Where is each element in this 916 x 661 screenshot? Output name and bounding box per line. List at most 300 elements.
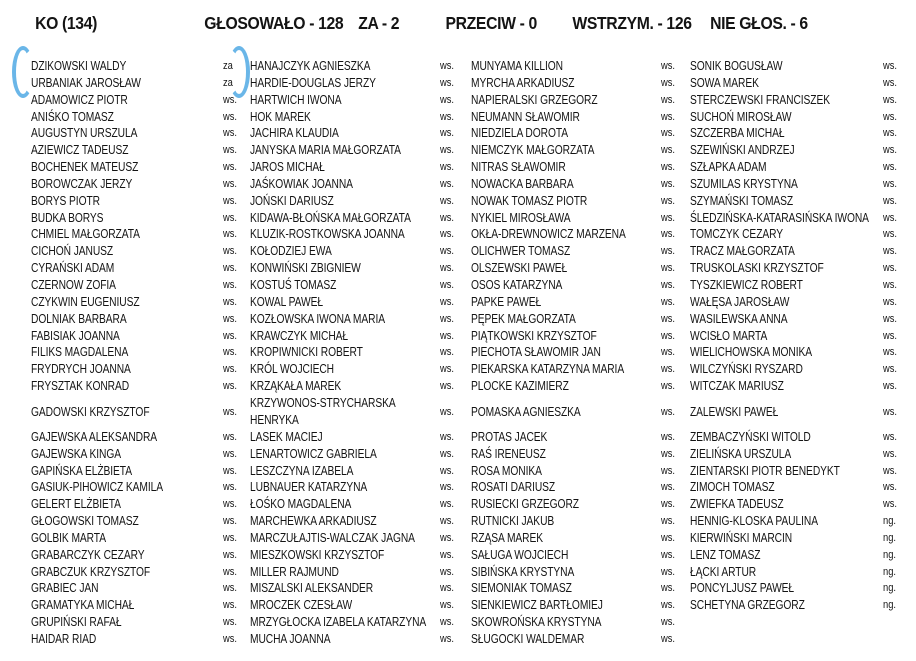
vote-value: ws. <box>440 633 455 645</box>
table-row <box>0 547 916 564</box>
vote-value: ws. <box>661 430 676 443</box>
vote-value: ws. <box>661 346 676 359</box>
vote-value: ws. <box>223 144 238 157</box>
member-name: DZIKOWSKI WALDY <box>31 59 127 73</box>
member-name: SZYMAŃSKI TOMASZ <box>690 193 794 208</box>
table-row <box>0 513 916 530</box>
vote-value: ws. <box>440 110 455 123</box>
member-name: SKOWROŃSKA KRYSTYNA <box>471 615 602 630</box>
vote-value: ws. <box>883 262 898 275</box>
vote-value: ws. <box>223 363 238 376</box>
member-name: KRZĄKAŁA MAREK <box>250 379 342 394</box>
table-row <box>0 446 916 463</box>
vote-value: ws. <box>661 93 676 106</box>
vote-value: ws. <box>440 194 455 207</box>
vote-value: ws. <box>883 346 898 359</box>
member-name: DOLNIAK BARBARA <box>31 311 127 326</box>
member-name: ZIELIŃSKA URSZULA <box>690 446 792 461</box>
member-name: PĘPEK MAŁGORZATA <box>471 311 576 326</box>
member-name: LENARTOWICZ GABRIELA <box>250 446 377 461</box>
member-name: GRABIEC JAN <box>31 581 99 596</box>
member-name: SIBIŃSKA KRYSTYNA <box>471 564 575 579</box>
vote-value: ws. <box>223 262 238 275</box>
table-row <box>0 260 916 277</box>
vote-value: ws. <box>883 481 898 494</box>
member-name: PROTAS JACEK <box>471 429 548 444</box>
vote-value: ws. <box>223 405 238 418</box>
member-name: WASILEWSKA ANNA <box>690 311 788 326</box>
vote-value: ws. <box>223 312 238 325</box>
vote-value: ws. <box>223 346 238 359</box>
member-name: KOZŁOWSKA IWONA MARIA <box>250 311 385 326</box>
member-name: PONCYLJUSZ PAWEŁ <box>690 581 795 596</box>
member-name: KIDAWA-BŁOŃSKA MAŁGORZATA <box>250 210 411 225</box>
vote-value: ws. <box>223 633 238 645</box>
member-name: HARDIE-DOUGLAS JERZY <box>250 75 376 90</box>
member-name: ŁOŚKO MAGDALENA <box>250 497 352 512</box>
table-row <box>0 109 916 126</box>
member-name: WCISŁO MARTA <box>690 328 768 343</box>
vote-value: ws. <box>883 380 898 393</box>
vote-value: ws. <box>440 295 455 308</box>
member-name: CYRAŃSKI ADAM <box>31 261 115 276</box>
vote-value: ws. <box>440 531 455 544</box>
member-name: TRUSKOLASKI KRZYSZTOF <box>690 261 824 276</box>
member-name: NAPIERALSKI GRZEGORZ <box>471 92 598 107</box>
table-row <box>0 361 916 378</box>
vote-value: ws. <box>661 76 676 89</box>
vote-value: ws. <box>883 363 898 376</box>
member-name: OLSZEWSKI PAWEŁ <box>471 261 568 276</box>
member-name: KOSTUŚ TOMASZ <box>250 277 337 292</box>
vote-value: ws. <box>440 498 455 511</box>
vote-value: ws. <box>440 447 455 460</box>
vote-value: ws. <box>661 262 676 275</box>
vote-value: ws. <box>883 312 898 325</box>
member-name: CHMIEL MAŁGORZATA <box>31 227 140 242</box>
vote-value: ws. <box>883 464 898 477</box>
member-name: RZĄSA MAREK <box>471 530 544 545</box>
member-name: GASIUK-PIHOWICZ KAMILA <box>31 480 164 495</box>
table-row <box>0 429 916 446</box>
vote-value: ws. <box>440 548 455 561</box>
vote-value: ws. <box>440 481 455 494</box>
member-name: TRACZ MAŁGORZATA <box>690 244 795 259</box>
member-name: POMASKA AGNIESZKA <box>471 404 581 419</box>
vote-value: ws. <box>661 177 676 190</box>
member-name: ANIŚKO TOMASZ <box>31 109 114 124</box>
vote-value: ws. <box>661 616 676 629</box>
vote-value: ws. <box>440 161 455 174</box>
member-name: SZUMILAS KRYSTYNA <box>690 176 798 191</box>
vote-value: ws. <box>883 60 898 72</box>
member-name: HOK MAREK <box>250 109 311 124</box>
member-name: CZERNOW ZOFIA <box>31 277 116 292</box>
vote-value: ws. <box>223 498 238 511</box>
vote-value: ws. <box>223 447 238 460</box>
vote-value: ws. <box>223 531 238 544</box>
member-name: BOROWCZAK JERZY <box>31 176 133 191</box>
member-name: NITRAS SŁAWOMIR <box>471 160 566 175</box>
member-name: JAŚKOWIAK JOANNA <box>250 176 353 191</box>
vote-value: ws. <box>223 481 238 494</box>
vote-value: ws. <box>440 127 455 140</box>
member-name: MISZALSKI ALEKSANDER <box>250 581 374 596</box>
member-name: MYRCHA ARKADIUSZ <box>471 75 575 90</box>
vote-value: ws. <box>883 194 898 207</box>
member-name: LUBNAUER KATARZYNA <box>250 480 368 495</box>
vote-value: ws. <box>440 177 455 190</box>
vote-value: ws. <box>661 211 676 224</box>
table-row <box>0 614 916 631</box>
member-name: RUSIECKI GRZEGORZ <box>471 497 579 512</box>
member-name: LASEK MACIEJ <box>250 429 323 444</box>
member-name: SOWA MAREK <box>690 75 759 90</box>
table-row <box>0 564 916 581</box>
vote-value: ws. <box>661 144 676 157</box>
vote-list <box>0 58 916 648</box>
vote-value: ws. <box>223 228 238 241</box>
vote-value: ws. <box>440 380 455 393</box>
vote-value: ws. <box>661 228 676 241</box>
member-name: ZEMBACZYŃSKI WITOLD <box>690 429 811 444</box>
member-name: RUTNICKI JAKUB <box>471 514 555 529</box>
member-name: KOWAL PAWEŁ <box>250 294 323 309</box>
member-name: NOWACKA BARBARA <box>471 176 574 191</box>
member-name: PIECHOTA SŁAWOMIR JAN <box>471 345 601 360</box>
vote-value: ws. <box>440 405 455 418</box>
vote-value: ws. <box>661 161 676 174</box>
not-voted-count: NIE GŁOS. - 6 <box>710 13 808 33</box>
member-name: BORYS PIOTR <box>31 193 100 208</box>
vote-value: ws. <box>223 430 238 443</box>
vote-value: ws. <box>223 211 238 224</box>
member-name: JAROS MICHAŁ <box>250 160 325 175</box>
vote-value: ws. <box>661 582 676 595</box>
vote-value: ws. <box>223 548 238 561</box>
vote-value: ws. <box>440 144 455 157</box>
vote-value: ng. <box>883 565 897 578</box>
member-name: ZALEWSKI PAWEŁ <box>690 404 779 419</box>
member-name: URBANIAK JAROSŁAW <box>31 75 141 90</box>
vote-value: ws. <box>223 329 238 342</box>
vote-value: ws. <box>223 93 238 106</box>
member-name: GAJEWSKA KINGA <box>31 446 121 461</box>
vote-value: ws. <box>223 177 238 190</box>
member-name: SŁUGOCKI WALDEMAR <box>471 632 585 646</box>
table-row <box>0 631 916 648</box>
member-name: GOLBIK MARTA <box>31 530 106 545</box>
member-name: GAPIŃSKA ELŻBIETA <box>31 463 132 478</box>
member-name: OLICHWER TOMASZ <box>471 244 571 259</box>
member-name: HAIDAR RIAD <box>31 632 97 646</box>
table-row <box>0 463 916 480</box>
vote-value: ws. <box>661 329 676 342</box>
member-name: SIEMONIAK TOMASZ <box>471 581 572 596</box>
vote-value: ws. <box>661 405 676 418</box>
table-row <box>0 597 916 614</box>
member-name: PLOCKE KAZIMIERZ <box>471 379 569 394</box>
vote-value: ws. <box>883 93 898 106</box>
vote-value: ws. <box>223 582 238 595</box>
vote-value: ws. <box>883 211 898 224</box>
member-name: MILLER RAJMUND <box>250 564 339 579</box>
vote-value: ws. <box>440 312 455 325</box>
vote-value: ws. <box>440 346 455 359</box>
member-name: ROSATI DARIUSZ <box>471 480 556 495</box>
table-row <box>0 75 916 92</box>
member-name: ADAMOWICZ PIOTR <box>31 92 128 107</box>
vote-value: ws. <box>223 599 238 612</box>
member-name: SZŁAPKA ADAM <box>690 160 767 175</box>
member-name: WAŁĘSA JAROSŁAW <box>690 294 790 309</box>
vote-value: za <box>223 76 233 89</box>
table-row <box>0 210 916 227</box>
member-name: PAPKE PAWEŁ <box>471 294 542 309</box>
member-name: WITCZAK MARIUSZ <box>690 379 784 394</box>
member-name: PIĄTKOWSKI KRZYSZTOF <box>471 328 597 343</box>
vote-value: ws. <box>661 633 676 645</box>
vote-value: ws. <box>661 515 676 528</box>
table-row <box>0 496 916 513</box>
member-name: KRÓL WOJCIECH <box>250 362 334 377</box>
vote-value: ws. <box>661 548 676 561</box>
member-name: ŁĄCKI ARTUR <box>690 564 757 579</box>
member-name: RAŚ IRENEUSZ <box>471 446 546 461</box>
member-name: GRUPIŃSKI RAFAŁ <box>31 615 122 630</box>
vote-value: ws. <box>440 245 455 258</box>
table-row <box>0 311 916 328</box>
vote-value: ws. <box>223 616 238 629</box>
vote-value: ws. <box>883 498 898 511</box>
vote-value: ws. <box>661 295 676 308</box>
vote-value: ws. <box>440 464 455 477</box>
member-name: WILCZYŃSKI RYSZARD <box>690 362 803 377</box>
vote-value: ng. <box>883 515 897 528</box>
member-name: KRAWCZYK MICHAŁ <box>250 328 349 343</box>
vote-value: ws. <box>440 93 455 106</box>
vote-value: ws. <box>440 60 455 72</box>
table-row <box>0 294 916 311</box>
club-label: KO (134) <box>35 13 97 33</box>
member-name: GRABCZUK KRZYSZTOF <box>31 564 151 579</box>
member-name: SUCHOŃ MIROSŁAW <box>690 109 792 124</box>
member-name: ZWIEFKA TADEUSZ <box>690 497 784 512</box>
voted-count: GŁOSOWAŁO - 128 <box>204 13 344 33</box>
table-row <box>0 125 916 142</box>
vote-value: ws. <box>661 464 676 477</box>
vote-value: ws. <box>883 144 898 157</box>
vote-value: ws. <box>883 447 898 460</box>
member-name: FRYDRYCH JOANNA <box>31 362 131 377</box>
vote-value: ws. <box>223 295 238 308</box>
member-name: CICHOŃ JANUSZ <box>31 244 114 259</box>
member-name: KLUZIK-ROSTKOWSKA JOANNA <box>250 227 405 242</box>
member-name: KOŁODZIEJ EWA <box>250 244 332 259</box>
member-name: NOWAK TOMASZ PIOTR <box>471 193 588 208</box>
vote-value: ws. <box>661 194 676 207</box>
member-name: AUGUSTYN URSZULA <box>31 126 138 141</box>
vote-value: ws. <box>440 599 455 612</box>
vote-value: ws. <box>440 76 455 89</box>
member-name: TYSZKIEWICZ ROBERT <box>690 277 803 292</box>
vote-value: ws. <box>661 60 676 72</box>
vote-value: ws. <box>661 531 676 544</box>
member-name: AZIEWICZ TADEUSZ <box>31 143 129 158</box>
member-name: TOMCZYK CEZARY <box>690 227 784 242</box>
for-count: ZA - 2 <box>358 13 400 33</box>
table-row <box>0 479 916 496</box>
vote-value: za <box>223 60 233 72</box>
vote-value: ws. <box>223 464 238 477</box>
vote-value: ws. <box>661 565 676 578</box>
member-name: KRZYWONOS-STRYCHARSKA HENRYKA <box>250 395 396 427</box>
member-name: JOŃSKI DARIUSZ <box>250 193 334 208</box>
vote-value: ws. <box>223 245 238 258</box>
vote-value: ng. <box>883 531 897 544</box>
vote-value: ws. <box>883 245 898 258</box>
table-row <box>0 159 916 176</box>
member-name: NIEMCZYK MAŁGORZATA <box>471 143 595 158</box>
member-name: KONWIŃSKI ZBIGNIEW <box>250 261 361 276</box>
table-row <box>0 530 916 547</box>
vote-value: ws. <box>883 110 898 123</box>
vote-value: ws. <box>883 295 898 308</box>
table-row <box>0 193 916 210</box>
member-name: ŚLEDZIŃSKA-KATARASIŃSKA IWONA <box>690 210 869 225</box>
vote-value: ws. <box>883 228 898 241</box>
vote-value: ws. <box>223 278 238 291</box>
vote-summary-header <box>0 13 824 41</box>
vote-value: ws. <box>661 312 676 325</box>
vote-value: ws. <box>440 515 455 528</box>
member-name: WIELICHOWSKA MONIKA <box>690 345 813 360</box>
member-name: SZCZERBA MICHAŁ <box>690 126 785 141</box>
vote-value: ng. <box>883 548 897 561</box>
table-row <box>0 378 916 395</box>
member-name: MROCZEK CZESŁAW <box>250 598 353 613</box>
member-name: SONIK BOGUSŁAW <box>690 59 783 73</box>
member-name: SAŁUGA WOJCIECH <box>471 547 569 562</box>
member-name: LENZ TOMASZ <box>690 547 761 562</box>
vote-value: ws. <box>223 515 238 528</box>
member-name: STERCZEWSKI FRANCISZEK <box>690 92 831 107</box>
vote-value: ws. <box>223 194 238 207</box>
vote-value: ws. <box>883 405 898 418</box>
member-name: MRZYGŁOCKA IZABELA KATARZYNA <box>250 615 427 630</box>
member-name: LESZCZYNA IZABELA <box>250 463 354 478</box>
member-name: CZYKWIN EUGENIUSZ <box>31 294 140 309</box>
vote-value: ws. <box>223 110 238 123</box>
vote-value: ws. <box>883 161 898 174</box>
member-name: FILIKS MAGDALENA <box>31 345 129 360</box>
member-name: GRABARCZYK CEZARY <box>31 547 145 562</box>
member-name: SCHETYNA GRZEGORZ <box>690 598 805 613</box>
vote-value: ws. <box>883 430 898 443</box>
table-row <box>0 58 916 75</box>
member-name: GAJEWSKA ALEKSANDRA <box>31 429 158 444</box>
member-name: ZIMOCH TOMASZ <box>690 480 775 495</box>
member-name: NYKIEL MIROSŁAWA <box>471 210 571 225</box>
member-name: KIERWIŃSKI MARCIN <box>690 530 793 545</box>
member-name: ZIENTARSKI PIOTR BENEDYKT <box>690 463 840 478</box>
vote-value: ws. <box>661 127 676 140</box>
member-name: MUNYAMA KILLION <box>471 59 563 73</box>
vote-value: ws. <box>661 380 676 393</box>
vote-value: ws. <box>440 363 455 376</box>
vote-value: ws. <box>223 565 238 578</box>
member-name: MARCHEWKA ARKADIUSZ <box>250 514 377 529</box>
vote-value: ws. <box>661 363 676 376</box>
member-name: HENNIG-KLOSKA PAULINA <box>690 514 818 529</box>
vote-value: ws. <box>661 599 676 612</box>
vote-value: ws. <box>223 127 238 140</box>
table-row <box>0 226 916 243</box>
table-row <box>0 328 916 345</box>
vote-value: ws. <box>440 430 455 443</box>
vote-value: ws. <box>440 329 455 342</box>
vote-value: ws. <box>883 76 898 89</box>
vote-value: ws. <box>661 498 676 511</box>
member-name: BOCHENEK MATEUSZ <box>31 160 139 175</box>
vote-value: ws. <box>661 278 676 291</box>
member-name: HARTWICH IWONA <box>250 92 342 107</box>
vote-value: ws. <box>440 565 455 578</box>
vote-value: ws. <box>440 582 455 595</box>
member-name: GADOWSKI KRZYSZTOF <box>31 404 150 419</box>
vote-value: ws. <box>440 211 455 224</box>
vote-value: ng. <box>883 599 897 612</box>
member-name: ROSA MONIKA <box>471 463 542 478</box>
vote-value: ws. <box>661 245 676 258</box>
member-name: PIEKARSKA KATARZYNA MARIA <box>471 362 625 377</box>
member-name: JACHIRA KLAUDIA <box>250 126 339 141</box>
member-name: SZEWIŃSKI ANDRZEJ <box>690 143 795 158</box>
member-name: NEUMANN SŁAWOMIR <box>471 109 580 124</box>
table-row <box>0 395 916 429</box>
abstain-count: WSTRZYM. - 126 <box>572 13 692 33</box>
table-row <box>0 580 916 597</box>
table-row <box>0 243 916 260</box>
vote-value: ws. <box>661 110 676 123</box>
vote-value: ws. <box>223 380 238 393</box>
vote-value: ws. <box>883 127 898 140</box>
vote-value: ng. <box>883 582 897 595</box>
member-name: FABISIAK JOANNA <box>31 328 120 343</box>
vote-value: ws. <box>661 481 676 494</box>
table-row <box>0 142 916 159</box>
table-row <box>0 277 916 294</box>
member-name: MIESZKOWSKI KRZYSZTOF <box>250 547 385 562</box>
member-name: OSOS KATARZYNA <box>471 277 563 292</box>
vote-value: ws. <box>440 278 455 291</box>
member-name: NIEDZIELA DOROTA <box>471 126 569 141</box>
member-name: GRAMATYKA MICHAŁ <box>31 598 135 613</box>
member-name: FRYSZTAK KONRAD <box>31 379 130 394</box>
member-name: MUCHA JOANNA <box>250 632 331 646</box>
member-name: MARCZUŁAJTIS-WALCZAK JAGNA <box>250 530 415 545</box>
member-name: BUDKA BORYS <box>31 210 104 225</box>
member-name: OKŁA-DREWNOWICZ MARZENA <box>471 227 626 242</box>
vote-value: ws. <box>883 278 898 291</box>
member-name: KROPIWNICKI ROBERT <box>250 345 363 360</box>
against-count: PRZECIW - 0 <box>445 13 537 33</box>
table-row <box>0 92 916 109</box>
vote-value: ws. <box>883 329 898 342</box>
vote-value: ws. <box>661 447 676 460</box>
member-name: SIENKIEWICZ BARTŁOMIEJ <box>471 598 603 613</box>
member-name: HANAJCZYK AGNIESZKA <box>250 59 371 73</box>
